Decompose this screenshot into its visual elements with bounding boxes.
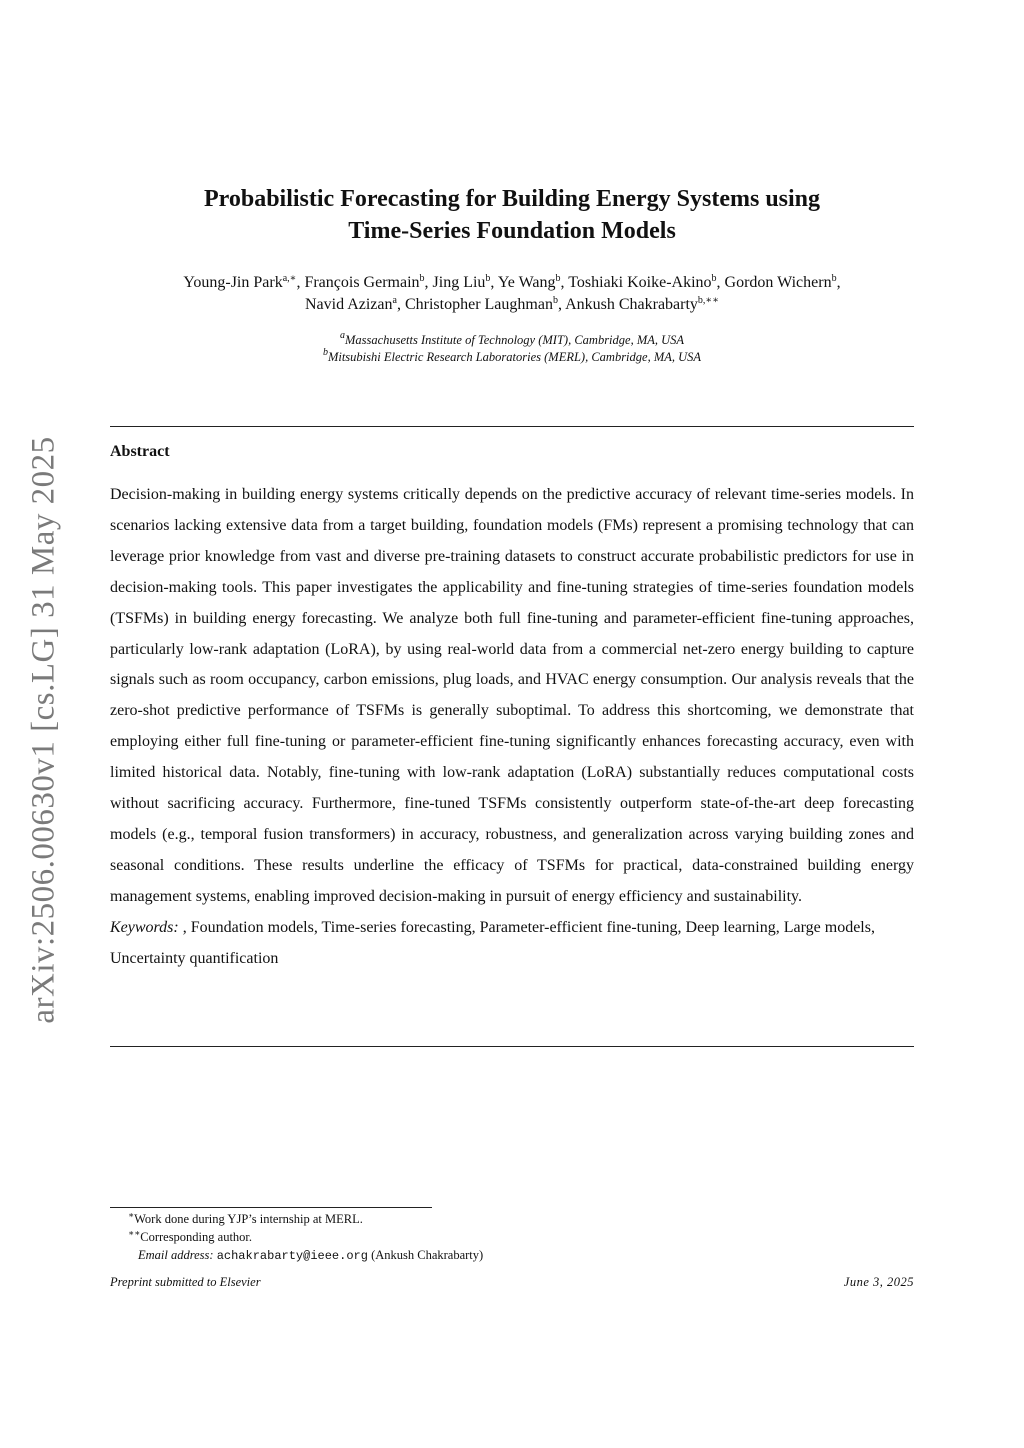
author-name: François Germain [304,274,420,291]
footnote-rule [110,1207,432,1208]
email-owner: (Ankush Chakrabarty) [367,1248,484,1262]
footnote-mark: ∗ [128,1210,135,1220]
author-name: Jing Liu [432,274,486,291]
author-name: Toshiaki Koike-Akino [568,274,712,291]
author-marks: a [392,295,397,306]
abstract-bottom-rule [110,1046,914,1047]
abstract-top-rule [110,426,914,427]
author-marks: a,∗ [282,273,297,284]
author-line-2: Navid Azizan$^a$, Christopher Laughman$^b$, Ankush Chakrabarty$^{b,∗∗}$ [304,295,720,313]
arxiv-stamp: arXiv:2506.00630v1 [cs.LG] 31 May 2025 [25,436,62,1024]
footnotes [110,1210,914,1265]
email-label: Email address: [138,1248,214,1262]
author-marks: b [831,273,837,284]
footnote-1 [110,1210,914,1228]
author-name: Christopher Laughman [404,296,553,313]
author-line-1: Young-Jin Park$^{a,∗}$, François Germain$^b$, Jing Liu$^b$, Ye Wang$^b$, Toshiaki Koike-Akino$^b$, Gordon Wichern$^b$, [183,273,841,291]
author-marks: b [485,273,491,284]
author-name: Ankush Chakrabarty [565,296,698,313]
affiliations [110,332,914,366]
author-marks: b,∗∗ [697,295,720,306]
affiliation-mark: b [322,347,328,358]
author-marks: b [711,273,717,284]
abstract-heading: Abstract [110,443,170,460]
keywords-label: Keywords: [110,918,179,936]
footnote-text: Work done during YJP’s internship at MERL. [134,1212,363,1226]
footnote-mark: ∗∗ [128,1228,141,1238]
affiliation-mark: a [339,330,345,341]
footnote-email [110,1246,914,1265]
author-name: Gordon Wichern [724,274,832,291]
author-name: Navid Azizan [304,296,393,313]
author-marks: b [419,273,425,284]
abstract-body: Decision-making in building energy systems critically depends on the predictive accuracy of relevant time-series models. In scenarios lacking extensive data from a target building, foundation models (FMs) represent a promising technology that can leverage prior knowledge from vast and diverse pre-training datasets to construct accurate probabilistic predictors for use in decision-making tools. This paper investigates the applicability and fine-tuning strategies of time-series foundation models (TSFMs) in building energy forecasting. We analyze both full fine-tuning and parameter-efficient fine-tuning approaches, particularly low-rank adaptation (LoRA), by using real-world data from a commercial net-zero energy building to capture signals such as room occupancy, carbon emissions, plug loads, and HVAC energy consumption. Our analysis reveals that the zero-shot predictive performance of TSFMs is generally suboptimal. To address this shortcoming, we demonstrate that employing either full fine-tuning or parameter-efficient fine-tuning significantly enhances forecasting accuracy, even with limited historical data. Notably, fine-tuning with low-rank adaptation (LoRA) substantially reduces computational costs without sacrificing accuracy. Furthermore, fine-tuned TSFMs consistently outperform state-of-the-art deep forecasting models (e.g., temporal fusion transformers) in accuracy, robustness, and generalization across varying building zones and seasonal conditions. These results underline the efficacy of TSFMs for practical, data-constrained building energy management systems, enabling improved decision-making in pursuit of energy efficiency and sustainability. [110,486,914,905]
title-line-2: Time-Series Foundation Models [348,218,676,244]
author-list [110,272,914,316]
footnote-text: Corresponding author. [140,1230,253,1244]
affiliation-text: Mitsubishi Electric Research Laboratories (MERL), Cambridge, MA, USA [327,350,702,364]
keywords [110,913,914,975]
footer-date: June 3, 2025 [843,1275,914,1289]
author-marks: b [555,273,561,284]
affiliation-b [110,349,914,366]
affiliation-a [110,332,914,349]
abstract-block [110,480,914,975]
author-name: Ye Wang [497,274,556,291]
author-marks: b [552,295,558,306]
title-line-1: Probabilistic Forecasting for Building Energy Systems using [203,186,821,212]
affiliation-text: Massachusetts Institute of Technology (MIT), Cambridge, MA, USA [344,333,685,347]
footer-preprint: Preprint submitted to Elsevier [110,1275,261,1289]
footnote-2 [110,1228,914,1246]
paper-title [110,183,914,247]
keywords-list: , Foundation models, Time-series forecasting, Parameter-efficient fine-tuning, Deep learning, Large models, Uncertainty quantification [110,918,875,967]
author-name: Young-Jin Park [183,274,283,291]
email-link[interactable]: achakrabarty@ieee.org [216,1249,368,1263]
